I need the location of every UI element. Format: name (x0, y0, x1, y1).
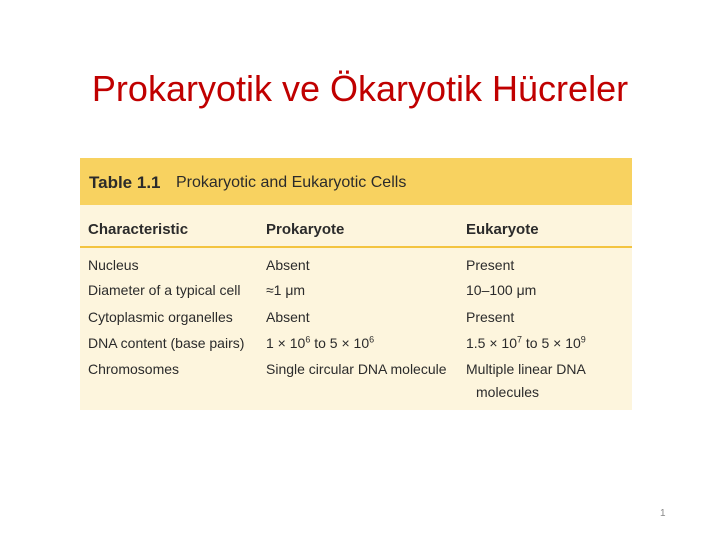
column-header-eukaryote: Eukaryote (466, 221, 539, 238)
cell-eukaryote-diameter: 10–100 μm (466, 282, 537, 298)
cell-eukaryote-chromosomes: Multiple linear DNA (466, 361, 586, 377)
cell-characteristic-chromosomes: Chromosomes (88, 361, 180, 377)
column-header-characteristic: Characteristic (88, 221, 189, 238)
cell-prokaryote-nucleus: Absent (266, 257, 310, 273)
cell-characteristic-diameter: Diameter of a typical cell (88, 282, 241, 298)
cell-prokaryote-organelles: Absent (266, 309, 310, 325)
cell-prokaryote-diameter: ≈1 μm (266, 282, 306, 298)
table-caption: Prokaryotic and Eukaryotic Cells (176, 174, 407, 191)
cell-eukaryote-dna-content: $1.5 \times 10^7$ to $5 \times 10^9$ (466, 334, 586, 351)
cell-prokaryote-chromosomes: Single circular DNA molecule (266, 361, 447, 377)
page-number: 1 (660, 508, 666, 519)
slide-title: Prokaryotik ve Ökaryotik Hücreler (91, 68, 629, 110)
table-header-band (80, 158, 632, 205)
header-divider (80, 246, 632, 248)
column-header-prokaryote: Prokaryote (266, 221, 345, 238)
table-number: Table 1.1 (89, 173, 161, 192)
cell-eukaryote-nucleus: Present (466, 257, 515, 273)
table-figure (80, 158, 632, 410)
cell-eukaryote-organelles: Present (466, 309, 515, 325)
cell-eukaryote-chromosomes-cont: molecules (476, 384, 540, 400)
cell-prokaryote-dna-content: $1 \times 10^6$ to $5 \times 10^6$ (266, 334, 375, 351)
cell-characteristic-nucleus: Nucleus (88, 257, 139, 273)
cell-characteristic-dna-content: DNA content (base pairs) (88, 335, 245, 351)
cell-characteristic-organelles: Cytoplasmic organelles (88, 309, 233, 325)
